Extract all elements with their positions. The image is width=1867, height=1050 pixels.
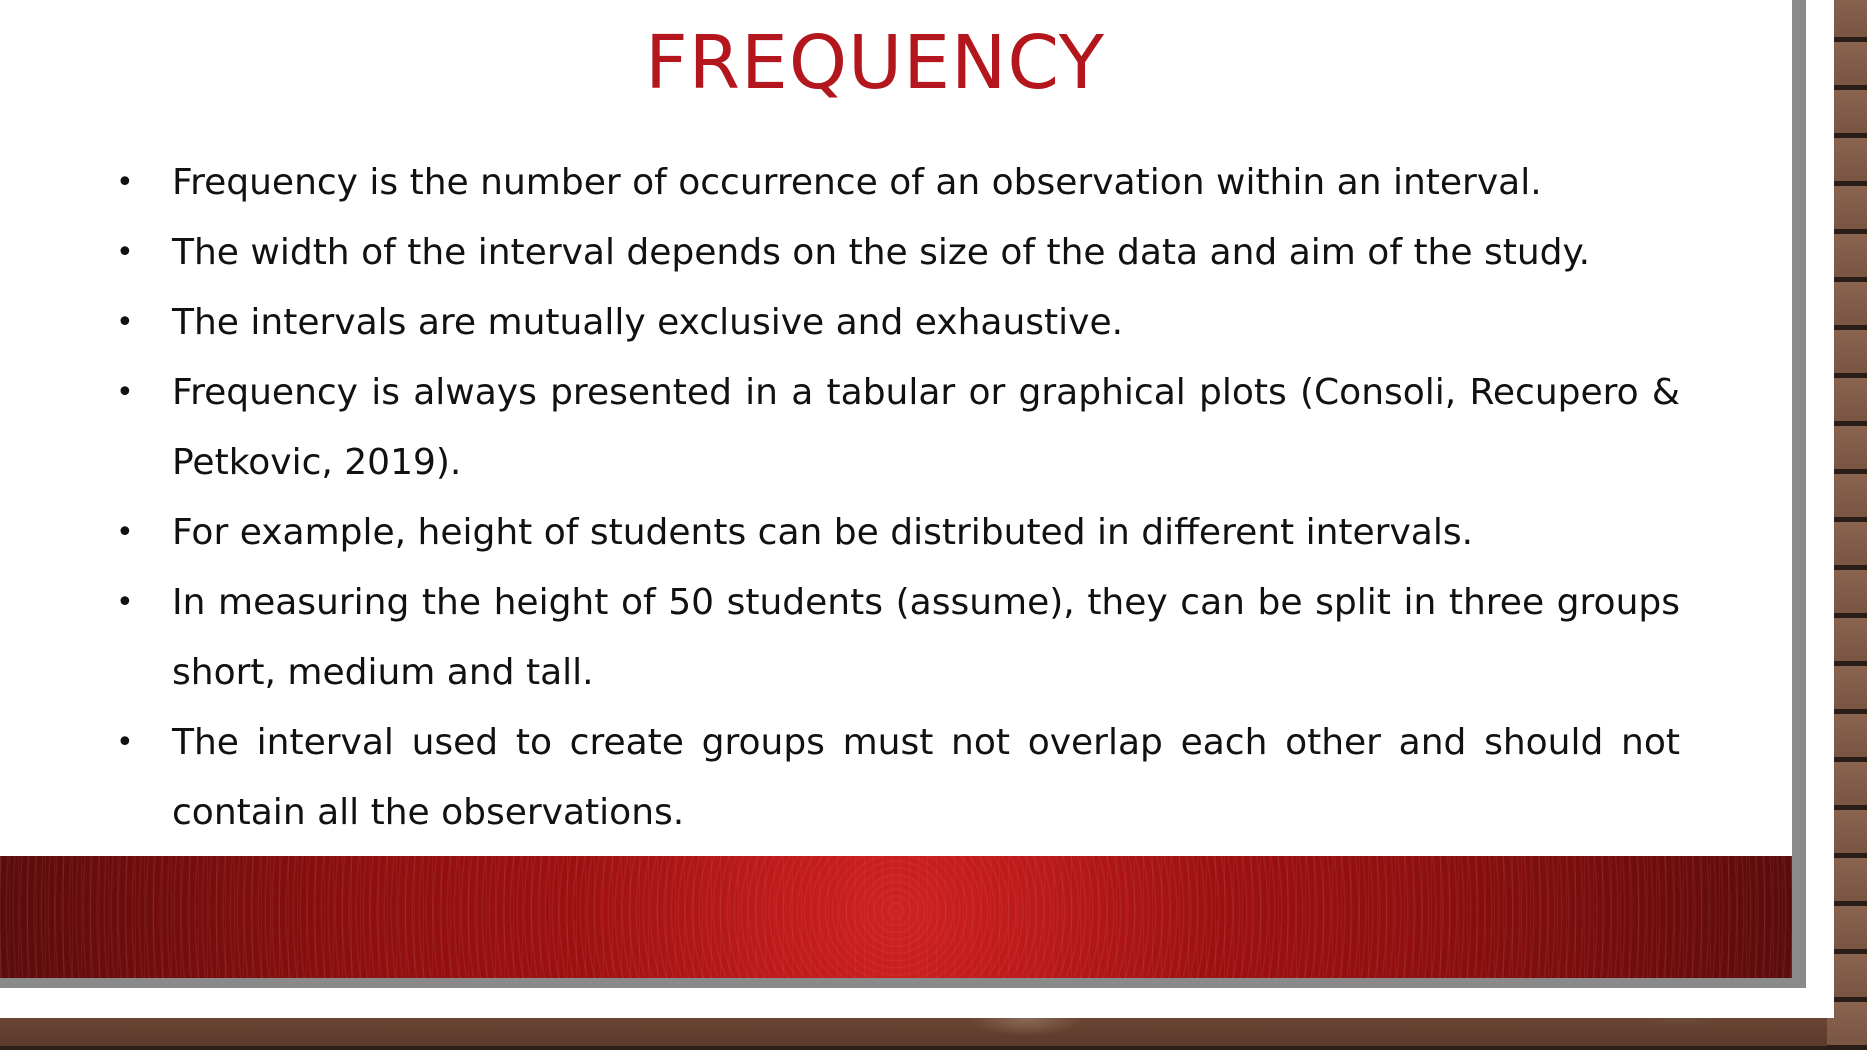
- bullet-item: [112, 218, 1680, 288]
- bullet-text: For example, height of students can be distributed in different intervals.: [172, 512, 1474, 553]
- bullet-icon: •: [116, 585, 134, 620]
- bullet-text: Frequency is the number of occurrence of an observation within an interval.: [172, 162, 1542, 203]
- bullet-text: The intervals are mutually exclusive and exhaustive.: [172, 302, 1124, 343]
- bullet-icon: •: [116, 515, 134, 550]
- bullet-item: [112, 568, 1680, 708]
- footer-red-band: [0, 856, 1792, 978]
- bullet-text: The width of the interval depends on the size of the data and aim of the study.: [172, 232, 1591, 273]
- slide-title: FREQUENCY: [645, 20, 1105, 106]
- bullet-icon: •: [116, 375, 134, 410]
- bullet-text: In measuring the height of 50 students (assume), they can be split in three groups short, medium and tall.: [172, 582, 1680, 693]
- bullet-text: The interval used to create groups must not overlap each other and should not contain all the observations.: [172, 722, 1680, 833]
- bullet-icon: •: [116, 235, 134, 270]
- bullet-text: Frequency is always presented in a tabular or graphical plots (Consoli, Recupero & Petkovic, 2019).: [172, 372, 1680, 483]
- bullet-item: [112, 148, 1680, 218]
- bullet-icon: •: [116, 725, 134, 760]
- bullet-item: [112, 288, 1680, 358]
- bullet-item: [112, 708, 1680, 848]
- bullet-item: [112, 498, 1680, 568]
- bullet-item: [112, 358, 1680, 498]
- bullet-icon: •: [116, 305, 134, 340]
- bullet-icon: •: [116, 165, 134, 200]
- bullet-list: [112, 148, 1680, 848]
